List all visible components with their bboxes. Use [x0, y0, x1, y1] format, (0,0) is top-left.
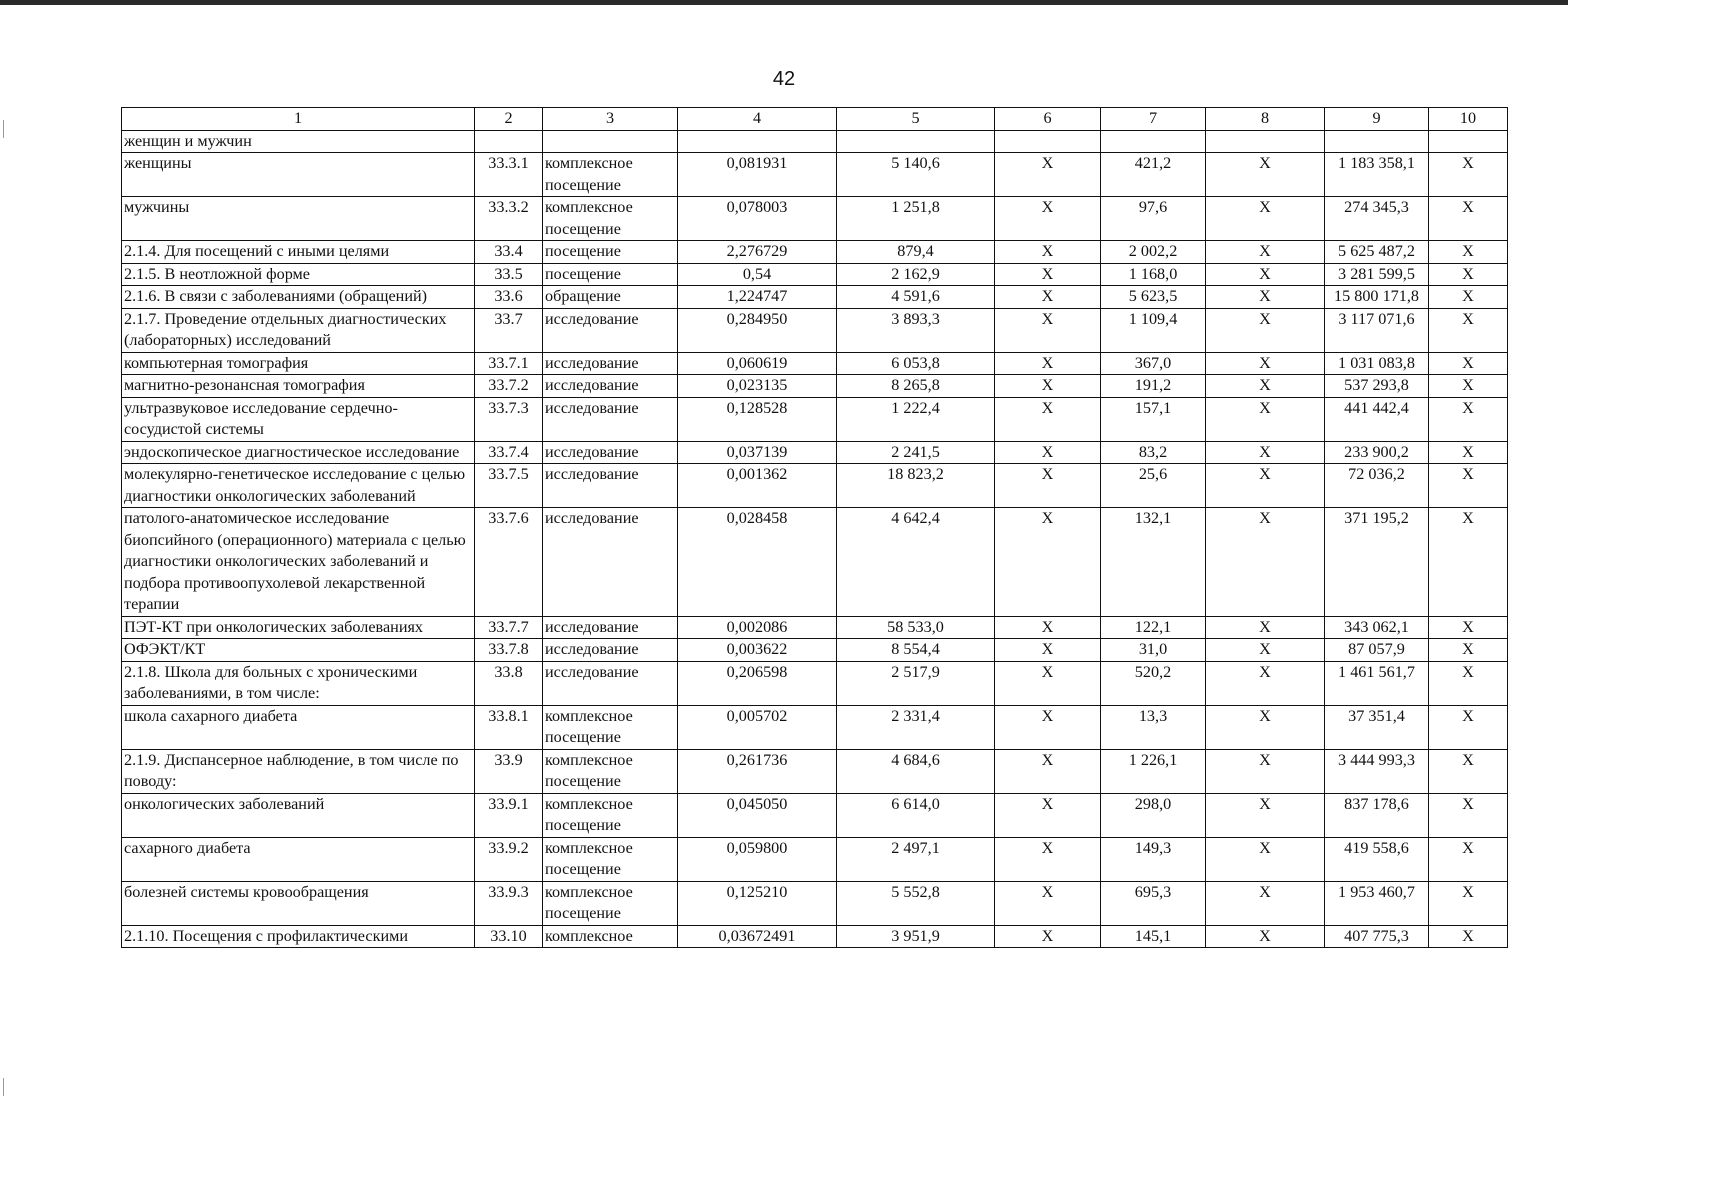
- row-label-cell: 2.1.7. Проведение отдельных диагностических (лабораторных) исследований: [122, 308, 475, 352]
- table-row: [122, 508, 1508, 617]
- value-cell-col10: X: [1429, 153, 1508, 197]
- value-cell-col6: X: [995, 352, 1101, 375]
- table-row: [122, 881, 1508, 925]
- column-header: 3: [543, 108, 678, 131]
- value-cell-col9: 537 293,8: [1325, 375, 1429, 398]
- value-cell-col5: 879,4: [837, 241, 995, 264]
- row-code-cell: 33.6: [475, 286, 543, 309]
- value-cell-col6: X: [995, 153, 1101, 197]
- row-label-cell: 2.1.5. В неотложной форме: [122, 263, 475, 286]
- value-cell-col4: 0,059800: [678, 837, 837, 881]
- value-cell-col10: X: [1429, 464, 1508, 508]
- unit-cell: исследование: [543, 441, 678, 464]
- value-cell-col10: X: [1429, 375, 1508, 398]
- value-cell-col5: 8 265,8: [837, 375, 995, 398]
- table-row: [122, 153, 1508, 197]
- value-cell-col7: 1 168,0: [1101, 263, 1206, 286]
- unit-cell: комплексное посещение: [543, 153, 678, 197]
- row-code-cell: 33.7.5: [475, 464, 543, 508]
- value-cell-col9: [1325, 130, 1429, 153]
- value-cell-col6: X: [995, 286, 1101, 309]
- table-row: [122, 616, 1508, 639]
- table-row: [122, 793, 1508, 837]
- row-code-cell: 33.3.1: [475, 153, 543, 197]
- row-code-cell: 33.9.3: [475, 881, 543, 925]
- value-cell-col9: 1 953 460,7: [1325, 881, 1429, 925]
- value-cell-col5: 3 893,3: [837, 308, 995, 352]
- value-cell-col10: X: [1429, 616, 1508, 639]
- value-cell-col8: X: [1206, 639, 1325, 662]
- table-row: [122, 130, 1508, 153]
- value-cell-col7: 695,3: [1101, 881, 1206, 925]
- row-code-cell: 33.9: [475, 749, 543, 793]
- value-cell-col4: 2,276729: [678, 241, 837, 264]
- value-cell-col4: 0,028458: [678, 508, 837, 617]
- value-cell-col8: X: [1206, 241, 1325, 264]
- value-cell-col8: [1206, 130, 1325, 153]
- value-cell-col4: 0,078003: [678, 197, 837, 241]
- value-cell-col6: [995, 130, 1101, 153]
- value-cell-col5: 1 222,4: [837, 397, 995, 441]
- row-code-cell: 33.7.4: [475, 441, 543, 464]
- row-label-cell: ОФЭКТ/КТ: [122, 639, 475, 662]
- value-cell-col7: 421,2: [1101, 153, 1206, 197]
- value-cell-col4: [678, 130, 837, 153]
- row-label-cell: патолого-анатомическое исследование биопсийного (операционного) материала с целью диагностики онкологических заболеваний и подбора противоопухолевой лекарственной терапии: [122, 508, 475, 617]
- value-cell-col9: 1 183 358,1: [1325, 153, 1429, 197]
- value-cell-col6: X: [995, 837, 1101, 881]
- value-cell-col6: X: [995, 464, 1101, 508]
- row-label-cell: 2.1.8. Школа для больных с хроническими заболеваниями, в том числе:: [122, 661, 475, 705]
- value-cell-col5: 2 497,1: [837, 837, 995, 881]
- value-cell-col10: X: [1429, 639, 1508, 662]
- table-row: [122, 286, 1508, 309]
- row-code-cell: 33.10: [475, 925, 543, 948]
- value-cell-col4: 0,001362: [678, 464, 837, 508]
- value-cell-col5: 6 053,8: [837, 352, 995, 375]
- value-cell-col7: 157,1: [1101, 397, 1206, 441]
- value-cell-col5: 5 140,6: [837, 153, 995, 197]
- row-code-cell: 33.7: [475, 308, 543, 352]
- value-cell-col5: 6 614,0: [837, 793, 995, 837]
- value-cell-col9: 5 625 487,2: [1325, 241, 1429, 264]
- value-cell-col8: X: [1206, 263, 1325, 286]
- value-cell-col9: 3 117 071,6: [1325, 308, 1429, 352]
- table-row: [122, 441, 1508, 464]
- table-row: [122, 308, 1508, 352]
- row-label-cell: 2.1.10. Посещения с профилактическими: [122, 925, 475, 948]
- value-cell-col10: X: [1429, 508, 1508, 617]
- value-cell-col10: [1429, 130, 1508, 153]
- table-row: [122, 705, 1508, 749]
- value-cell-col8: X: [1206, 793, 1325, 837]
- value-cell-col10: X: [1429, 263, 1508, 286]
- table-row: [122, 749, 1508, 793]
- value-cell-col4: 0,261736: [678, 749, 837, 793]
- value-cell-col9: 441 442,4: [1325, 397, 1429, 441]
- column-header: 2: [475, 108, 543, 131]
- value-cell-col7: 1 226,1: [1101, 749, 1206, 793]
- value-cell-col6: X: [995, 263, 1101, 286]
- unit-cell: комплексное посещение: [543, 793, 678, 837]
- value-cell-col7: 191,2: [1101, 375, 1206, 398]
- column-header: 1: [122, 108, 475, 131]
- value-cell-col7: 1 109,4: [1101, 308, 1206, 352]
- data-table: [121, 107, 1508, 948]
- value-cell-col8: X: [1206, 881, 1325, 925]
- value-cell-col7: 367,0: [1101, 352, 1206, 375]
- row-label-cell: 2.1.4. Для посещений с иными целями: [122, 241, 475, 264]
- value-cell-col10: X: [1429, 241, 1508, 264]
- value-cell-col8: X: [1206, 661, 1325, 705]
- unit-cell: [543, 130, 678, 153]
- value-cell-col5: 2 331,4: [837, 705, 995, 749]
- unit-cell: исследование: [543, 375, 678, 398]
- value-cell-col6: X: [995, 397, 1101, 441]
- value-cell-col10: X: [1429, 925, 1508, 948]
- value-cell-col4: 0,128528: [678, 397, 837, 441]
- value-cell-col4: 0,206598: [678, 661, 837, 705]
- value-cell-col5: 2 162,9: [837, 263, 995, 286]
- value-cell-col6: X: [995, 375, 1101, 398]
- value-cell-col9: 1 031 083,8: [1325, 352, 1429, 375]
- row-code-cell: 33.3.2: [475, 197, 543, 241]
- row-code-cell: 33.9.1: [475, 793, 543, 837]
- row-code-cell: [475, 130, 543, 153]
- column-header: 6: [995, 108, 1101, 131]
- value-cell-col10: X: [1429, 793, 1508, 837]
- value-cell-col9: 419 558,6: [1325, 837, 1429, 881]
- table-row: [122, 661, 1508, 705]
- column-header: 5: [837, 108, 995, 131]
- unit-cell: комплексное посещение: [543, 749, 678, 793]
- row-code-cell: 33.9.2: [475, 837, 543, 881]
- value-cell-col4: 0,005702: [678, 705, 837, 749]
- unit-cell: комплексное посещение: [543, 837, 678, 881]
- value-cell-col8: X: [1206, 508, 1325, 617]
- unit-cell: посещение: [543, 263, 678, 286]
- value-cell-col8: X: [1206, 925, 1325, 948]
- row-code-cell: 33.7.2: [475, 375, 543, 398]
- unit-cell: посещение: [543, 241, 678, 264]
- margin-mark: [3, 1078, 4, 1096]
- value-cell-col7: [1101, 130, 1206, 153]
- column-header: 9: [1325, 108, 1429, 131]
- value-cell-col10: X: [1429, 837, 1508, 881]
- row-code-cell: 33.7.7: [475, 616, 543, 639]
- row-code-cell: 33.7.8: [475, 639, 543, 662]
- row-label-cell: мужчины: [122, 197, 475, 241]
- row-code-cell: 33.4: [475, 241, 543, 264]
- value-cell-col6: X: [995, 705, 1101, 749]
- value-cell-col4: 0,023135: [678, 375, 837, 398]
- value-cell-col5: [837, 130, 995, 153]
- value-cell-col4: 0,54: [678, 263, 837, 286]
- value-cell-col7: 298,0: [1101, 793, 1206, 837]
- value-cell-col10: X: [1429, 352, 1508, 375]
- unit-cell: исследование: [543, 508, 678, 617]
- value-cell-col5: 2 517,9: [837, 661, 995, 705]
- value-cell-col7: 149,3: [1101, 837, 1206, 881]
- value-cell-col9: 3 444 993,3: [1325, 749, 1429, 793]
- value-cell-col5: 1 251,8: [837, 197, 995, 241]
- value-cell-col8: X: [1206, 308, 1325, 352]
- column-header: 10: [1429, 108, 1508, 131]
- value-cell-col7: 132,1: [1101, 508, 1206, 617]
- unit-cell: исследование: [543, 464, 678, 508]
- value-cell-col6: X: [995, 793, 1101, 837]
- value-cell-col7: 97,6: [1101, 197, 1206, 241]
- row-label-cell: женщин и мужчин: [122, 130, 475, 153]
- unit-cell: комплексное: [543, 925, 678, 948]
- value-cell-col10: X: [1429, 705, 1508, 749]
- unit-cell: исследование: [543, 639, 678, 662]
- value-cell-col9: 274 345,3: [1325, 197, 1429, 241]
- value-cell-col9: 371 195,2: [1325, 508, 1429, 617]
- page-number: 42: [772, 68, 796, 90]
- value-cell-col4: 0,037139: [678, 441, 837, 464]
- value-cell-col6: X: [995, 241, 1101, 264]
- value-cell-col6: X: [995, 749, 1101, 793]
- value-cell-col9: 343 062,1: [1325, 616, 1429, 639]
- value-cell-col8: X: [1206, 397, 1325, 441]
- value-cell-col8: X: [1206, 375, 1325, 398]
- table-row: [122, 375, 1508, 398]
- value-cell-col6: X: [995, 197, 1101, 241]
- row-label-cell: компьютерная томография: [122, 352, 475, 375]
- unit-cell: обращение: [543, 286, 678, 309]
- column-header: 7: [1101, 108, 1206, 131]
- value-cell-col9: 837 178,6: [1325, 793, 1429, 837]
- value-cell-col8: X: [1206, 441, 1325, 464]
- unit-cell: исследование: [543, 397, 678, 441]
- row-label-cell: ПЭТ-КТ при онкологических заболеваниях: [122, 616, 475, 639]
- table-row: [122, 639, 1508, 662]
- value-cell-col4: 0,081931: [678, 153, 837, 197]
- value-cell-col8: X: [1206, 705, 1325, 749]
- value-cell-col4: 0,045050: [678, 793, 837, 837]
- row-label-cell: онкологических заболеваний: [122, 793, 475, 837]
- table-row: [122, 837, 1508, 881]
- header-row: [122, 108, 1508, 131]
- value-cell-col10: X: [1429, 661, 1508, 705]
- unit-cell: комплексное посещение: [543, 705, 678, 749]
- row-code-cell: 33.5: [475, 263, 543, 286]
- value-cell-col5: 4 591,6: [837, 286, 995, 309]
- value-cell-col5: 58 533,0: [837, 616, 995, 639]
- table-row: [122, 263, 1508, 286]
- row-label-cell: 2.1.6. В связи с заболеваниями (обращений): [122, 286, 475, 309]
- value-cell-col6: X: [995, 881, 1101, 925]
- value-cell-col7: 122,1: [1101, 616, 1206, 639]
- row-code-cell: 33.7.3: [475, 397, 543, 441]
- unit-cell: комплексное посещение: [543, 881, 678, 925]
- table-row: [122, 241, 1508, 264]
- value-cell-col4: 0,002086: [678, 616, 837, 639]
- value-cell-col9: 15 800 171,8: [1325, 286, 1429, 309]
- value-cell-col9: 407 775,3: [1325, 925, 1429, 948]
- value-cell-col10: X: [1429, 197, 1508, 241]
- row-code-cell: 33.8: [475, 661, 543, 705]
- row-label-cell: ультразвуковое исследование сердечно-сосудистой системы: [122, 397, 475, 441]
- value-cell-col7: 83,2: [1101, 441, 1206, 464]
- value-cell-col6: X: [995, 308, 1101, 352]
- top-border-line: [0, 0, 1568, 5]
- table-row: [122, 397, 1508, 441]
- value-cell-col9: 1 461 561,7: [1325, 661, 1429, 705]
- value-cell-col4: 0,003622: [678, 639, 837, 662]
- row-label-cell: магнитно-резонансная томография: [122, 375, 475, 398]
- row-label-cell: эндоскопическое диагностическое исследование: [122, 441, 475, 464]
- value-cell-col7: 31,0: [1101, 639, 1206, 662]
- column-header: 8: [1206, 108, 1325, 131]
- value-cell-col5: 8 554,4: [837, 639, 995, 662]
- value-cell-col8: X: [1206, 616, 1325, 639]
- row-label-cell: женщины: [122, 153, 475, 197]
- column-header: 4: [678, 108, 837, 131]
- row-code-cell: 33.7.6: [475, 508, 543, 617]
- value-cell-col5: 4 642,4: [837, 508, 995, 617]
- unit-cell: исследование: [543, 352, 678, 375]
- value-cell-col8: X: [1206, 286, 1325, 309]
- value-cell-col8: X: [1206, 197, 1325, 241]
- value-cell-col8: X: [1206, 352, 1325, 375]
- value-cell-col8: X: [1206, 837, 1325, 881]
- value-cell-col4: 0,284950: [678, 308, 837, 352]
- value-cell-col8: X: [1206, 153, 1325, 197]
- value-cell-col7: 25,6: [1101, 464, 1206, 508]
- value-cell-col7: 2 002,2: [1101, 241, 1206, 264]
- value-cell-col7: 5 623,5: [1101, 286, 1206, 309]
- value-cell-col9: 72 036,2: [1325, 464, 1429, 508]
- unit-cell: исследование: [543, 616, 678, 639]
- value-cell-col9: 3 281 599,5: [1325, 263, 1429, 286]
- value-cell-col7: 145,1: [1101, 925, 1206, 948]
- value-cell-col10: X: [1429, 749, 1508, 793]
- value-cell-col7: 520,2: [1101, 661, 1206, 705]
- value-cell-col9: 233 900,2: [1325, 441, 1429, 464]
- table-row: [122, 197, 1508, 241]
- value-cell-col8: X: [1206, 749, 1325, 793]
- value-cell-col10: X: [1429, 397, 1508, 441]
- value-cell-col6: X: [995, 925, 1101, 948]
- value-cell-col5: 4 684,6: [837, 749, 995, 793]
- value-cell-col6: X: [995, 508, 1101, 617]
- value-cell-col5: 18 823,2: [837, 464, 995, 508]
- unit-cell: исследование: [543, 308, 678, 352]
- value-cell-col4: 1,224747: [678, 286, 837, 309]
- value-cell-col9: 87 057,9: [1325, 639, 1429, 662]
- value-cell-col5: 5 552,8: [837, 881, 995, 925]
- value-cell-col4: 0,060619: [678, 352, 837, 375]
- row-label-cell: школа сахарного диабета: [122, 705, 475, 749]
- row-code-cell: 33.7.1: [475, 352, 543, 375]
- value-cell-col10: X: [1429, 286, 1508, 309]
- value-cell-col5: 2 241,5: [837, 441, 995, 464]
- table-row: [122, 352, 1508, 375]
- margin-mark: [3, 120, 4, 138]
- value-cell-col5: 3 951,9: [837, 925, 995, 948]
- value-cell-col9: 37 351,4: [1325, 705, 1429, 749]
- value-cell-col6: X: [995, 639, 1101, 662]
- value-cell-col10: X: [1429, 441, 1508, 464]
- value-cell-col10: X: [1429, 881, 1508, 925]
- value-cell-col4: 0,03672491: [678, 925, 837, 948]
- value-cell-col6: X: [995, 441, 1101, 464]
- row-code-cell: 33.8.1: [475, 705, 543, 749]
- table-row: [122, 925, 1508, 948]
- unit-cell: комплексное посещение: [543, 197, 678, 241]
- row-label-cell: 2.1.9. Диспансерное наблюдение, в том числе по поводу:: [122, 749, 475, 793]
- row-label-cell: молекулярно-генетическое исследование с целью диагностики онкологических заболеваний: [122, 464, 475, 508]
- value-cell-col4: 0,125210: [678, 881, 837, 925]
- row-label-cell: сахарного диабета: [122, 837, 475, 881]
- value-cell-col10: X: [1429, 308, 1508, 352]
- value-cell-col8: X: [1206, 464, 1325, 508]
- value-cell-col6: X: [995, 661, 1101, 705]
- value-cell-col7: 13,3: [1101, 705, 1206, 749]
- table-row: [122, 464, 1508, 508]
- row-label-cell: болезней системы кровообращения: [122, 881, 475, 925]
- unit-cell: исследование: [543, 661, 678, 705]
- value-cell-col6: X: [995, 616, 1101, 639]
